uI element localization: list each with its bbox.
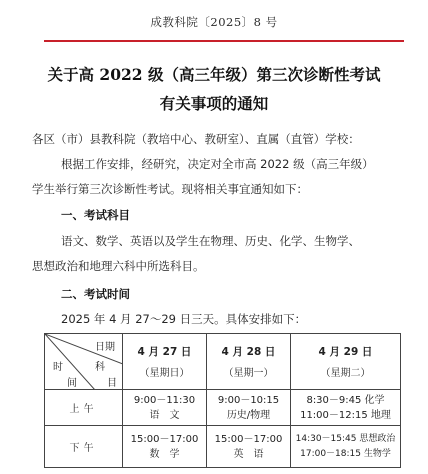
cell-time: 15:00－17:00: [214, 433, 283, 445]
cell-subject: 历史/物理: [226, 409, 271, 421]
corner-label-date: 日期: [95, 342, 115, 353]
corner-label-ke: 科: [95, 362, 105, 373]
cell-subject: 英 语: [233, 448, 264, 460]
section-1-heading: 一、考试科目: [61, 208, 130, 222]
section-1-line-1: 语文、数学、英语以及学生在物理、历史、化学、生物学、: [61, 234, 360, 248]
section-1-line-2: 思想政治和地理六科中所选科目。: [32, 259, 205, 273]
cell-time: 9:00－10:15: [217, 394, 280, 406]
schedule-cell: [291, 390, 401, 426]
document-number: 成教科院〔2025〕8 号: [150, 15, 278, 29]
schedule-cell: [291, 426, 401, 468]
corner-label-shi: 时: [53, 362, 63, 373]
cell-time: 9:00－11:30: [133, 394, 196, 406]
schedule-cell: [207, 426, 291, 468]
table-row-morning: [45, 390, 401, 426]
corner-label-jian: 间: [67, 378, 77, 389]
intro-line-2: 学生举行第三次诊断性考试。现将相关事宜通知如下：: [32, 182, 308, 196]
day-date: 4 月 29 日: [318, 346, 373, 358]
schedule-cell: [207, 390, 291, 426]
cell-time: 15:00－17:00: [130, 433, 199, 445]
cell-time-subject-2: 17:00－18:15 生物学: [300, 448, 391, 459]
addressee: 各区（市）县教科院（教培中心、教研室）、直属（直管）学校：: [32, 132, 360, 146]
cell-time-subject-1: 14:30－15:45 思想政治: [295, 433, 396, 444]
cell-subject: 语 文: [149, 409, 180, 421]
intro-line-1: 根据工作安排，经研究，决定对全市高 2022 级（高三年级）: [61, 157, 374, 171]
day-date: 4 月 27 日: [137, 346, 192, 358]
table-header-row: [45, 334, 401, 390]
day-header-1: [123, 334, 207, 390]
notice-title-line-1: 关于高 2022 级（高三年级）第三次诊断性考试: [47, 65, 381, 84]
day-header-3: [291, 334, 401, 390]
day-date: 4 月 28 日: [221, 346, 276, 358]
day-weekday: （星期一）: [223, 368, 274, 379]
table-row-afternoon: [45, 426, 401, 468]
cell-time-subject-1: 8:30－9:45 化学: [306, 394, 385, 406]
section-2-date-line: 2025 年 4 月 27～29 日三天。具体安排如下：: [61, 312, 307, 326]
notice-title-line-2: 有关事项的通知: [159, 94, 269, 113]
day-weekday: （星期二）: [320, 368, 371, 379]
red-header-rule: [44, 40, 404, 42]
cell-subject: 数 学: [149, 448, 180, 460]
section-2-heading: 二、考试时间: [61, 287, 130, 301]
schedule-cell: [123, 426, 207, 468]
cell-time-subject-2: 11:00－12:15 地理: [300, 409, 391, 421]
day-weekday: （星期日）: [139, 368, 190, 379]
exam-schedule-table: [44, 333, 401, 468]
schedule-cell: [123, 390, 207, 426]
day-header-2: [207, 334, 291, 390]
slot-label: 上午: [45, 390, 123, 426]
slot-label: 下午: [45, 426, 123, 468]
corner-label-mu: 目: [107, 378, 117, 389]
diagonal-header-cell: [45, 334, 123, 390]
